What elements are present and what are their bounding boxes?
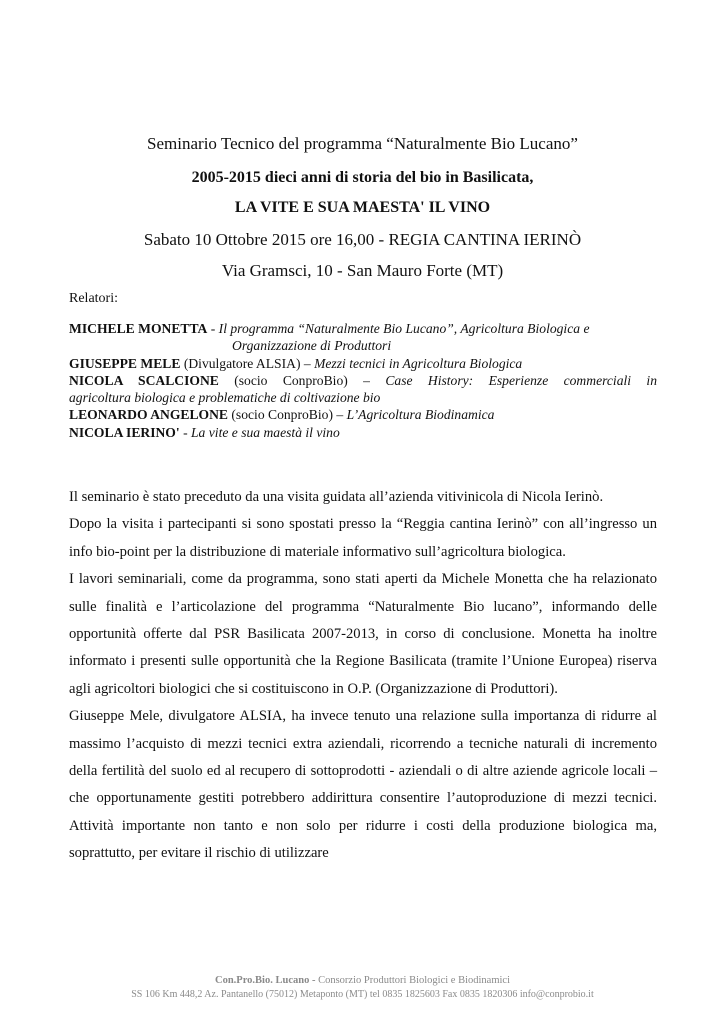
speaker-role: (Divulgatore ALSIA) – [180,355,315,371]
footer-org-description: Consorzio Produttori Biologici e Biodinamici [315,975,510,986]
speaker-topic: L’Agricoltura Biodinamica [346,407,495,423]
speaker-topic: agricoltura biologica e problematiche di coltivazione bio [69,390,381,406]
seminar-date-venue: Sabato 10 Ottobre 2015 ore 16,00 - REGIA CANTINA IERINÒ [143,230,582,249]
speakers-label: Relatori: [69,291,118,306]
seminar-title: Seminario Tecnico del programma “Naturalmente Bio Lucano” [147,134,578,153]
speaker-entry [69,355,657,372]
footer-org-name: Con.Pro.Bio. Lucano - [215,975,316,986]
speaker-topic-continued [69,389,657,406]
speaker-separator: - [179,424,191,440]
speaker-separator: - [207,321,219,336]
speaker-name: GIUSEPPE MELE [69,355,181,371]
speaker-role: (socio ConproBio) – [228,407,347,423]
speaker-topic: Mezzi tecnici in Agricoltura Biologica [314,355,523,371]
footer-organization [60,975,665,986]
speakers-list [69,320,657,441]
body-paragraph: Giuseppe Mele, divulgatore ALSIA, ha invece tenuto una relazione sulla importanza di ridurre al massimo l’acquisto di mezzi tecnici extra aziendali, ricorrendo a tecniche naturali di incremento della fertilità del suolo ed al recupero di sottoprodotti - aziendali o di altre aziende agricole locali – che opportunamente gestiti potrebbero addirittura consentire l’autoproduzione di mezzi tecnici. Attività importante non tanto e non solo per ridurre i costi della produzione biologica ma, soprattutto, per evitare il rischio di utilizzare [69,708,657,862]
speaker-name: MICHELE MONETTA [69,321,208,336]
seminar-address: Via Gramsci, 10 - San Mauro Forte (MT) [221,261,504,280]
report-body [69,484,657,868]
speaker-role: (socio ConproBio) – [218,372,386,388]
speaker-topic: Il programma “Naturalmente Bio Lucano”, Agricoltura Biologica e [218,321,590,336]
footer-address: SS 106 Km 448,2 Az. Pantanello (75012) Metaponto (MT) tel 0835 1825603 Fax 0835 1820306 info@conprobio.it [131,989,594,1000]
speaker-entry [69,424,657,441]
body-paragraph: Il seminario è stato preceduto da una visita guidata all’azienda vitivinicola di Nicola Ierinò. [69,489,604,505]
speaker-name: LEONARDO ANGELONE [69,407,228,423]
body-paragraph: I lavori seminariali, come da programma, sono stati aperti da Michele Monetta che ha relazionato sulle finalità e l’articolazione del programma “Naturalmente Bio lucano”, informando delle opportunità offerte dal PSR Basilicata 2007-2013, in corso di conclusione. Monetta ha inoltre informato i presenti sulle opportunità che la Regione Basilicata (tramite l’Unione Europea) riserva agli agricoltori biologici che si costituiscono in O.P. (Organizzazione di Produttori). [69,571,657,697]
speaker-entry [69,406,657,423]
seminar-theme: LA VITE E SUA MAESTA' IL VINO [234,199,491,216]
speaker-topic: Organizzazione di Produttori [232,338,392,354]
speaker-name: NICOLA IERINO' [69,424,180,440]
speaker-topic: Case History: Esperienze commerciali in [385,372,657,388]
seminar-subtitle: 2005-2015 dieci anni di storia del bio in Basilicata, [191,169,534,186]
speaker-name: NICOLA SCALCIONE [69,372,219,388]
speaker-entry [69,320,657,337]
speaker-topic: La vite e sua maestà il vino [191,424,340,440]
speaker-topic-continued [69,337,657,354]
body-paragraph: Dopo la visita i partecipanti si sono spostati presso la “Reggia cantina Ierinò” con all’ingresso un info bio-point per la distribuzione di materiale informativo sull’agricoltura biologica. [69,516,657,560]
speaker-entry [69,372,657,389]
